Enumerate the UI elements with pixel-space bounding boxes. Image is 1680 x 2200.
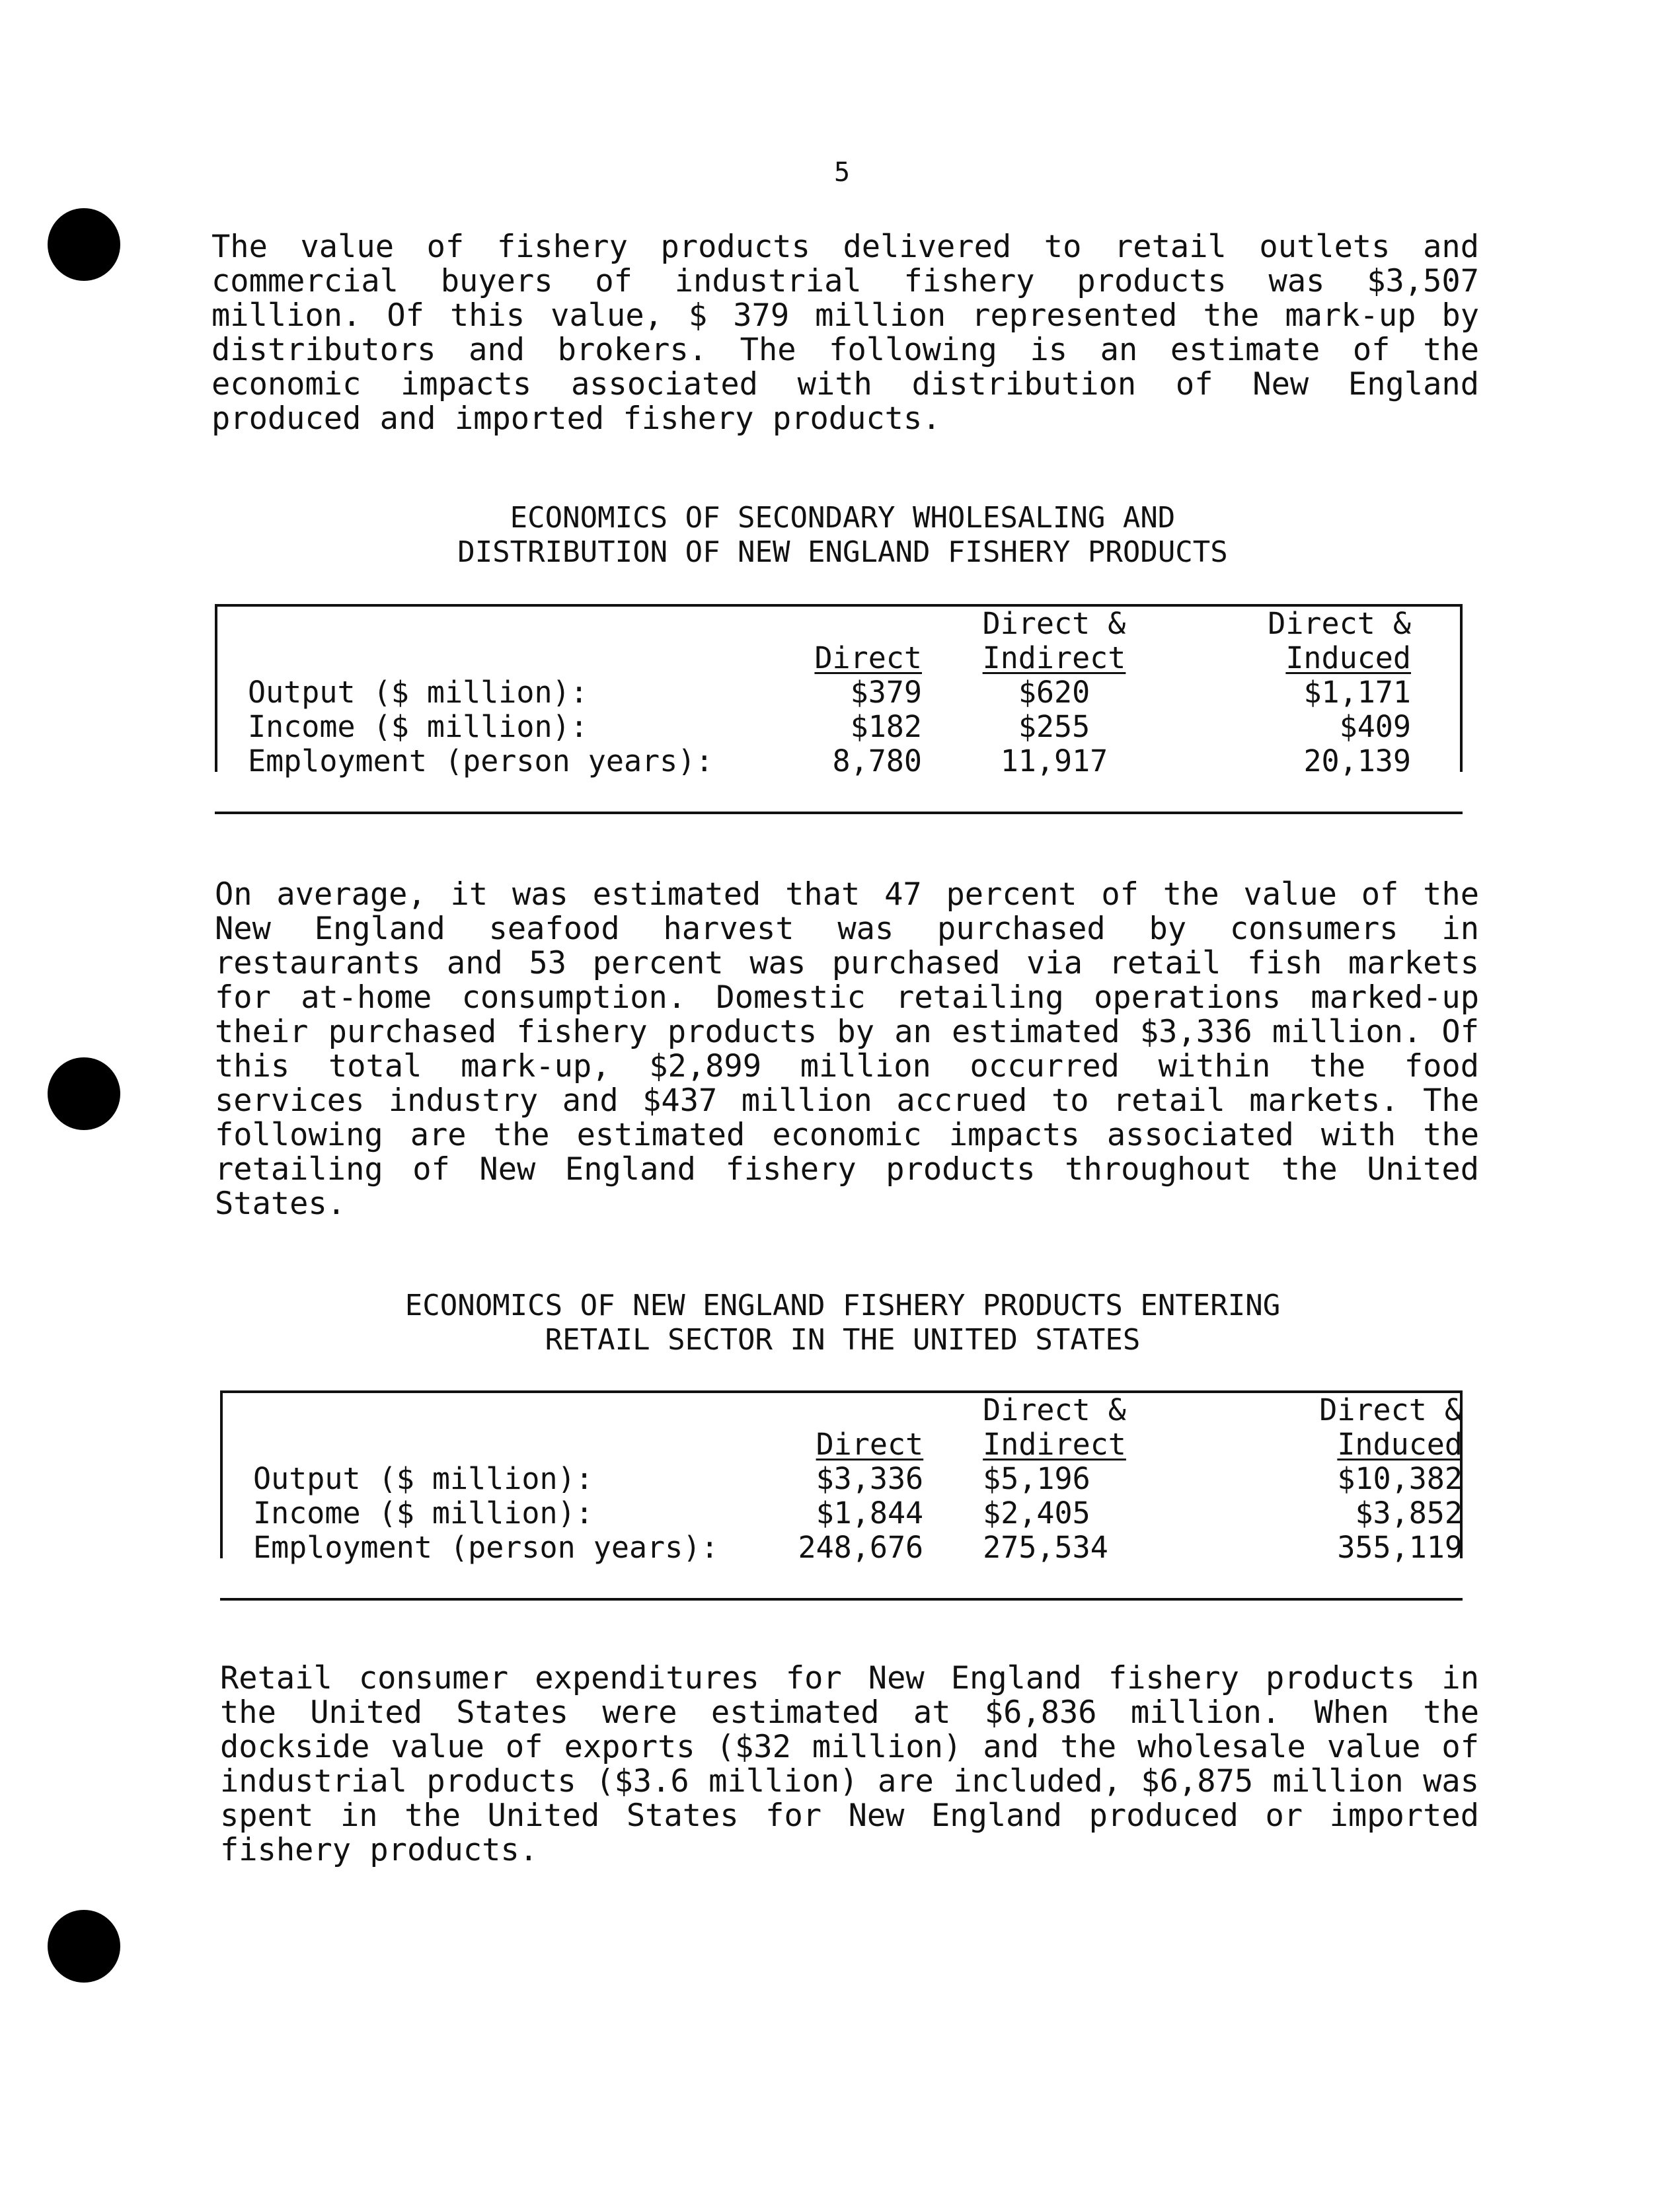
impacts-table — [253, 1393, 1463, 1565]
table-border-right — [1460, 607, 1463, 772]
cell-induced: $3,852 — [1355, 1496, 1463, 1531]
table-border-left — [220, 1393, 223, 1558]
cell-indirect: 275,534 — [983, 1530, 1108, 1565]
header-row-top — [253, 1393, 1463, 1427]
paragraph-consumer-expenditures: Retail consumer expenditures for New England fishery products in the United States were estimated at $6,836 million. When the dockside value of exports ($32 million) and the wholesale value of industrial products ($3.6 million) are included, $6,875 million was spent in the United States for New England produced or imported fishery products. — [220, 1660, 1479, 1868]
header-indirect-top: Direct & — [983, 1392, 1126, 1427]
paragraph-retail-markup: On average, it was estimated that 47 percent of the value of the New England seafood harvest was purchased by consumers in restaurants and 53 percent was purchased via retail fish markets for at-home consumption. Domestic retailing operations marked-up their purchased fishery products by an estimated $3,336 million. Of this total mark-up, $2,899 million occurred within the food services industry and $437 million accrued to retail markets. The following are the estimated economic impacts associated with the retailing of New England fishery products throughout the United States. — [215, 876, 1479, 1222]
impacts-table — [248, 607, 1411, 778]
header-direct: Direct — [814, 640, 922, 675]
header-row-top — [248, 607, 1411, 641]
row-label: Employment (person years): — [248, 743, 714, 778]
punch-hole-top — [48, 208, 120, 281]
header-label-blank — [248, 641, 796, 675]
cell-indirect: $5,196 — [983, 1461, 1090, 1496]
table-border-left — [215, 607, 217, 772]
cell-direct: $3,336 — [816, 1461, 924, 1496]
header-induced-top: Direct & — [1319, 1392, 1463, 1427]
cell-induced: $409 — [1339, 709, 1411, 744]
cell-indirect: $2,405 — [983, 1496, 1090, 1531]
cell-induced: $1,171 — [1303, 675, 1411, 710]
row-label: Output ($ million): — [253, 1461, 593, 1496]
header-indirect: Indirect — [983, 1427, 1126, 1462]
table-title-wholesaling: ECONOMICS OF SECONDARY WHOLESALING AND DISTRIBUTION OF NEW ENGLAND FISHERY PRODUCTS — [457, 501, 1228, 569]
punch-hole-middle — [48, 1057, 120, 1130]
cell-direct: $182 — [850, 709, 922, 744]
table-wholesaling-impacts — [215, 604, 1463, 814]
header-induced: Induced — [1337, 1427, 1463, 1462]
header-label-blank — [248, 607, 796, 641]
cell-indirect: $255 — [1018, 709, 1090, 744]
table-row — [248, 744, 1411, 778]
row-label: Output ($ million): — [248, 675, 588, 710]
cell-induced: $10,382 — [1337, 1461, 1463, 1496]
header-indirect: Indirect — [982, 640, 1126, 675]
header-induced-top: Direct & — [1268, 606, 1411, 641]
table-title-retail: ECONOMICS OF NEW ENGLAND FISHERY PRODUCTS ENTERING RETAIL SECTOR IN THE UNITED STATES — [404, 1289, 1281, 1357]
cell-direct: $1,844 — [816, 1496, 924, 1531]
row-label: Employment (person years): — [253, 1530, 719, 1565]
punch-hole-bottom — [48, 1910, 120, 1983]
table-row — [248, 675, 1411, 710]
cell-induced: 20,139 — [1303, 743, 1411, 778]
cell-indirect: 11,917 — [1000, 743, 1108, 778]
header-direct-top — [798, 1393, 923, 1427]
header-row-bottom — [248, 641, 1411, 675]
cell-induced: 355,119 — [1337, 1530, 1463, 1565]
table-retail-impacts — [220, 1390, 1463, 1601]
cell-direct: 248,676 — [798, 1530, 924, 1565]
cell-indirect: $620 — [1018, 675, 1090, 710]
header-direct: Direct — [816, 1427, 924, 1462]
row-label: Income ($ million): — [253, 1496, 593, 1531]
header-label-blank — [253, 1427, 798, 1462]
row-label: Income ($ million): — [248, 709, 588, 744]
header-direct-top — [796, 607, 922, 641]
table-row — [253, 1496, 1463, 1531]
cell-direct: $379 — [850, 675, 922, 710]
header-induced: Induced — [1285, 640, 1411, 675]
table-row — [253, 1462, 1463, 1496]
header-row-bottom — [253, 1427, 1463, 1462]
table-row — [253, 1531, 1463, 1565]
page-number: 5 — [834, 157, 851, 188]
cell-direct: 8,780 — [832, 743, 922, 778]
header-indirect-top: Direct & — [982, 606, 1126, 641]
paragraph-wholesale-value: The value of fishery products delivered to retail outlets and commercial buyers of industrial fishery products was $3,507 million. Of this value, $ 379 million represented the mark-up by distributors and brokers. The following is an estimate of the economic impacts associated with distribution of New England produced and imported fishery products. — [211, 229, 1479, 437]
header-label-blank — [253, 1393, 798, 1427]
table-row — [248, 710, 1411, 744]
